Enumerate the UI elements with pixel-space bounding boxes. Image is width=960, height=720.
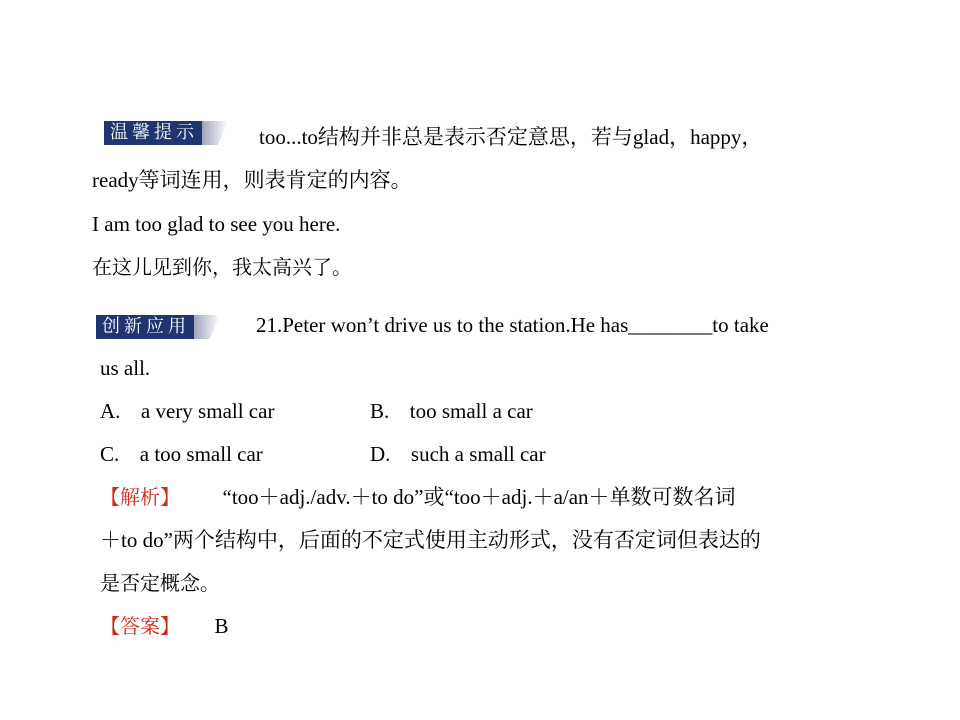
option-b-letter: B. bbox=[370, 399, 390, 423]
option-c bbox=[100, 440, 263, 468]
question-line-2: us all. bbox=[100, 356, 151, 380]
tip-line-1: too...to结构并非总是表示否定意思，若与glad，happy， bbox=[259, 125, 763, 149]
option-b bbox=[370, 397, 533, 425]
option-a bbox=[100, 397, 274, 425]
question-line-1: 21.Peter won’t drive us to the station.He has________to take bbox=[256, 313, 769, 337]
tip-example-en: I am too glad to see you here. bbox=[92, 212, 341, 236]
exercise-badge-label: 创新应用 bbox=[96, 315, 194, 339]
exercise-badge-fade bbox=[194, 315, 220, 339]
option-d-text: such a small car bbox=[410, 442, 546, 466]
tip-badge bbox=[104, 121, 228, 145]
tip-line-2: ready等词连用，则表肯定的内容。 bbox=[92, 168, 412, 192]
answer-value: B bbox=[214, 614, 229, 638]
option-c-text: a too small car bbox=[139, 442, 263, 466]
tip-badge-label: 温馨提示 bbox=[104, 121, 202, 145]
analysis-line-1 bbox=[100, 483, 736, 511]
analysis-line-2: ＋to do”两个结构中，后面的不定式使用主动形式，没有否定词但表达的 bbox=[100, 528, 761, 552]
option-d-letter: D. bbox=[370, 442, 391, 466]
option-c-letter: C. bbox=[100, 442, 120, 466]
option-a-text: a very small car bbox=[140, 399, 275, 423]
option-a-letter: A. bbox=[100, 399, 121, 423]
option-d bbox=[370, 440, 546, 468]
exercise-badge bbox=[96, 315, 220, 339]
analysis-line-3: 是否定概念。 bbox=[100, 571, 220, 595]
tip-example-cn: 在这儿见到你，我太高兴了。 bbox=[92, 255, 352, 279]
tip-badge-fade bbox=[202, 121, 228, 145]
option-b-text: too small a car bbox=[409, 399, 533, 423]
analysis-label: 【解析】 bbox=[100, 485, 180, 509]
answer-line bbox=[100, 612, 229, 640]
analysis-text-1: “too＋adj./adv.＋to do”或“too＋adj.＋a/an＋单数可数名词 bbox=[222, 485, 736, 509]
answer-label: 【答案】 bbox=[100, 614, 180, 638]
